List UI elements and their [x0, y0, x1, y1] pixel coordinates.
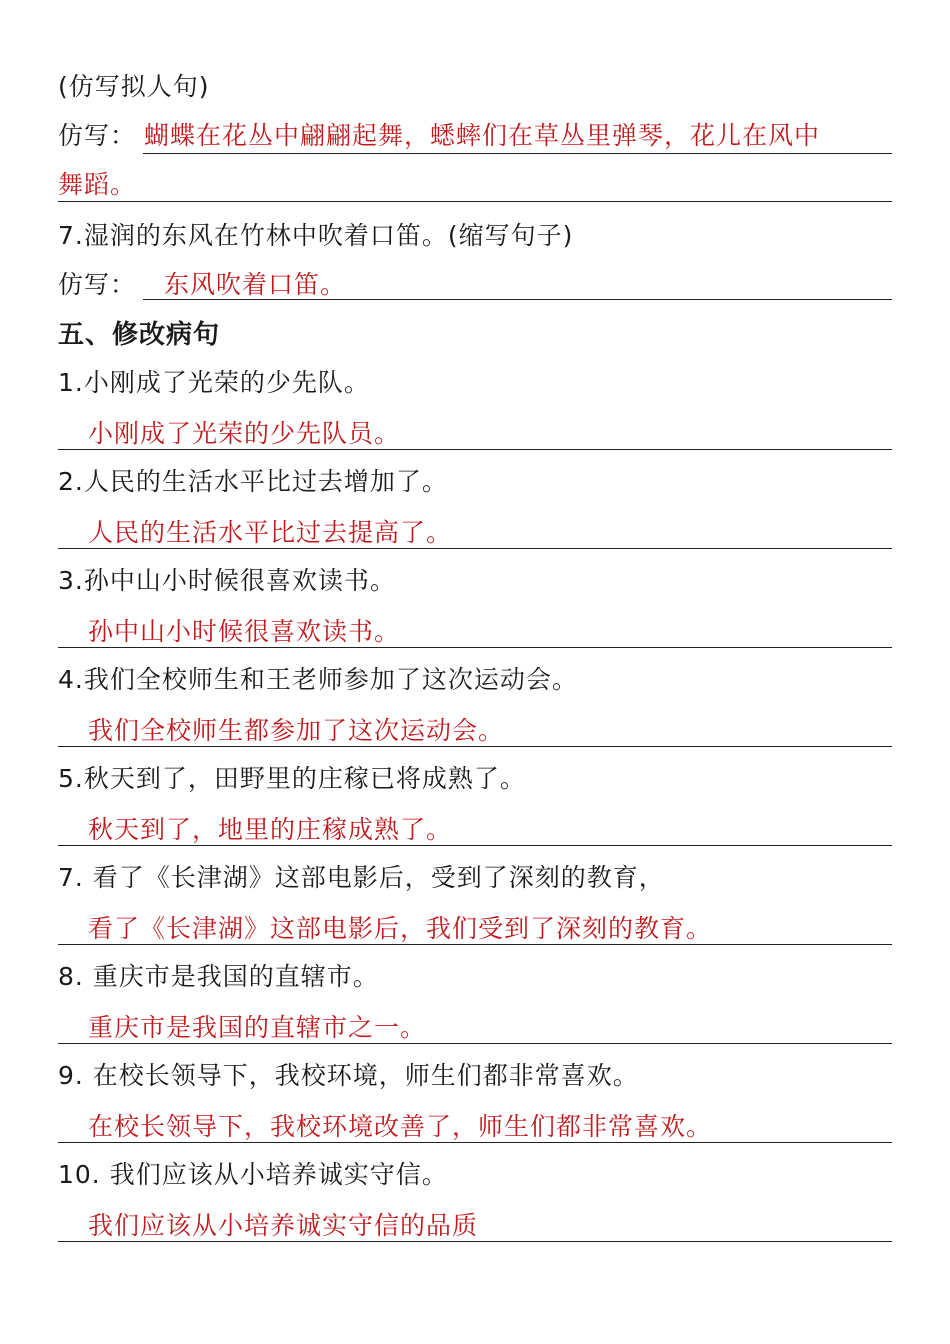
answer-underline — [58, 201, 892, 202]
answer-5: 秋天到了，地里的庄稼成熟了。 — [88, 815, 453, 844]
imitation-hint: (仿写拟人句) — [58, 72, 210, 101]
answer-underline — [58, 647, 892, 648]
answer-1: 小刚成了光荣的少先队员。 — [88, 419, 401, 448]
answer-underline — [58, 548, 892, 549]
answer-7b: 看了《长津湖》这部电影后，我们受到了深刻的教育。 — [88, 914, 713, 943]
question-7-label: 仿写： — [58, 270, 137, 299]
question-1: 1.小刚成了光荣的少先队。 — [58, 368, 370, 397]
answer-underline — [58, 1142, 892, 1143]
answer-2: 人民的生活水平比过去提高了。 — [88, 518, 453, 547]
answer-4: 我们全校师生都参加了这次运动会。 — [88, 716, 505, 745]
question-5: 5.秋天到了，田野里的庄稼已将成熟了。 — [58, 764, 526, 793]
answer-underline — [143, 299, 892, 300]
answer-underline — [143, 153, 892, 154]
question-9: 9. 在校长领导下，我校环境，师生们都非常喜欢。 — [58, 1061, 639, 1090]
answer-underline — [58, 845, 892, 846]
answer-9: 在校长领导下，我校环境改善了，师生们都非常喜欢。 — [88, 1112, 713, 1141]
answer-3: 孙中山小时候很喜欢读书。 — [88, 617, 401, 646]
question-7-answer: 东风吹着口笛。 — [164, 270, 347, 299]
section-title: 五、修改病句 — [58, 320, 221, 350]
answer-underline — [58, 1043, 892, 1044]
question-7b: 7. 看了《长津湖》这部电影后，受到了深刻的教育， — [58, 863, 665, 892]
question-8: 8. 重庆市是我国的直辖市。 — [58, 962, 379, 991]
question-2: 2.人民的生活水平比过去增加了。 — [58, 467, 448, 496]
imitation-label: 仿写： — [58, 121, 137, 150]
answer-underline — [58, 1241, 892, 1242]
question-7-prompt: 7.湿润的东风在竹林中吹着口笛。(缩写句子) — [58, 221, 574, 250]
answer-8: 重庆市是我国的直辖市之一。 — [88, 1013, 427, 1042]
imitation-answer-line2: 舞蹈。 — [58, 170, 137, 199]
imitation-row — [58, 119, 820, 153]
question-7-row — [58, 268, 346, 302]
answer-10: 我们应该从小培养诚实守信的品质 — [88, 1211, 479, 1240]
answer-underline — [58, 944, 892, 945]
question-10: 10. 我们应该从小培养诚实守信。 — [58, 1160, 448, 1189]
question-3: 3.孙中山小时候很喜欢读书。 — [58, 566, 396, 595]
imitation-answer-line1: 蝴蝶在花丛中翩翩起舞，蟋蟀们在草丛里弹琴，花儿在风中 — [144, 121, 821, 150]
answer-underline — [58, 746, 892, 747]
question-4: 4.我们全校师生和王老师参加了这次运动会。 — [58, 665, 578, 694]
answer-underline — [58, 449, 892, 450]
